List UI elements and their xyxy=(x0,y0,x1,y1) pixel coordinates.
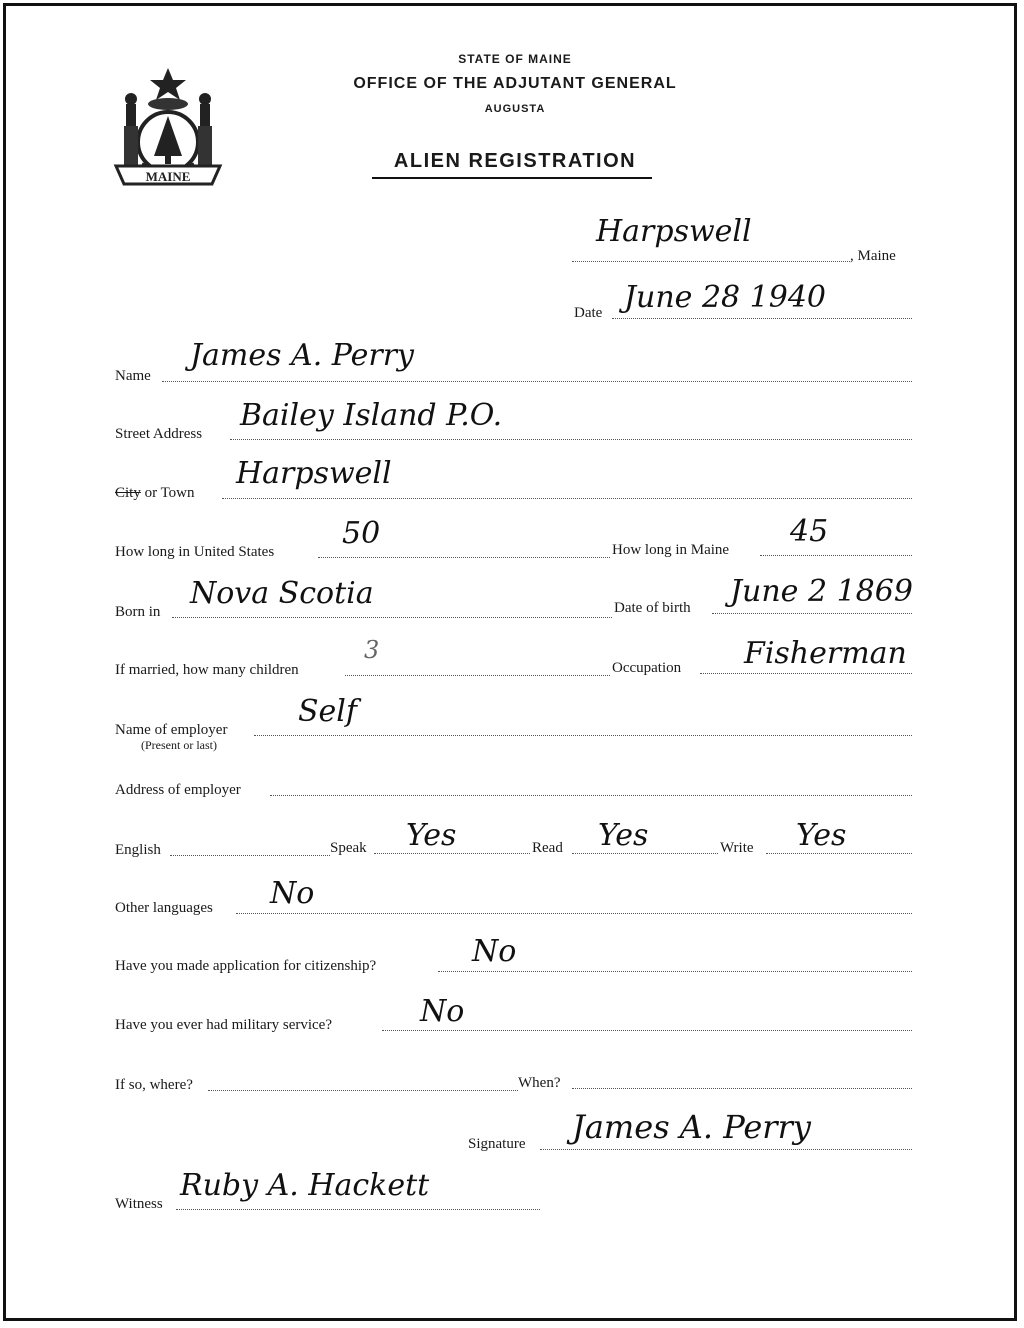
signature-label: Signature xyxy=(468,1136,526,1152)
street-line xyxy=(230,439,912,440)
employer-value: Self xyxy=(298,694,358,729)
occupation-label: Occupation xyxy=(612,660,682,676)
years-maine-value: 45 xyxy=(790,514,829,549)
date-label: Date xyxy=(574,305,603,321)
name-label: Name xyxy=(115,368,151,384)
employer-line xyxy=(254,735,912,736)
employer-label: Name of employer xyxy=(115,722,228,738)
children-label: If married, how many children xyxy=(115,662,299,678)
office-heading: OFFICE OF THE ADJUTANT GENERAL xyxy=(353,75,677,92)
witness-value: Ruby A. Hackett xyxy=(180,1168,430,1203)
read-label: Read xyxy=(532,840,563,856)
years-us-value: 50 xyxy=(342,516,381,551)
born-in-label: Born in xyxy=(115,604,161,620)
maine-label: , Maine xyxy=(850,248,896,264)
date-line xyxy=(612,318,912,319)
when-line xyxy=(572,1088,912,1089)
city-town-label xyxy=(115,485,195,502)
other-languages-line xyxy=(236,913,912,914)
street-label: Street Address xyxy=(115,426,203,442)
title-underline xyxy=(372,177,652,179)
or-town-label: or Town xyxy=(140,485,195,501)
city-heading: AUGUSTA xyxy=(484,103,546,115)
military-value: No xyxy=(420,994,465,1029)
born-in-line xyxy=(172,617,612,618)
years-us-line xyxy=(318,557,610,558)
speak-value: Yes xyxy=(406,818,457,853)
other-languages-label: Other languages xyxy=(115,900,213,916)
read-value: Yes xyxy=(598,818,649,853)
english-label: English xyxy=(115,842,161,858)
city-struck-label: City xyxy=(115,485,141,501)
english-line xyxy=(170,855,330,856)
write-value: Yes xyxy=(796,818,847,853)
speak-line xyxy=(374,853,530,854)
military-label: Have you ever had military service? xyxy=(115,1017,332,1033)
town-value: Harpswell xyxy=(236,456,392,491)
read-line xyxy=(572,853,718,854)
if-so-line xyxy=(208,1090,518,1091)
signature-value: James A. Perry xyxy=(572,1108,811,1146)
born-in-value: Nova Scotia xyxy=(190,576,374,611)
children-value: 3 xyxy=(364,636,380,664)
form-title: ALIEN REGISTRATION xyxy=(393,150,637,172)
name-value: James A. Perry xyxy=(190,338,415,373)
citizenship-label: Have you made application for citizenship? xyxy=(115,958,377,974)
state-heading: STATE OF MAINE xyxy=(458,52,572,66)
town-top-value: Harpswell xyxy=(596,214,752,249)
witness-label: Witness xyxy=(115,1196,163,1212)
speak-label: Speak xyxy=(330,840,367,856)
citizenship-line xyxy=(438,971,912,972)
town-line xyxy=(572,261,850,262)
citizenship-value: No xyxy=(472,934,517,969)
svg-text:MAINE: MAINE xyxy=(145,169,191,184)
town-line-2 xyxy=(222,498,912,499)
years-maine-line xyxy=(760,555,912,556)
if-so-label: If so, where? xyxy=(115,1077,193,1093)
years-us-label: How long in United States xyxy=(115,544,275,560)
date-value: June 28 1940 xyxy=(624,280,827,315)
when-label: When? xyxy=(518,1075,561,1091)
street-value: Bailey Island P.O. xyxy=(240,398,503,433)
employer-address-label: Address of employer xyxy=(115,782,241,798)
occupation-value: Fisherman xyxy=(744,636,907,671)
years-maine-label: How long in Maine xyxy=(612,542,730,558)
other-languages-value: No xyxy=(270,876,315,911)
write-label: Write xyxy=(720,840,754,856)
military-line xyxy=(382,1030,912,1031)
name-line xyxy=(162,381,912,382)
occupation-line xyxy=(700,673,912,674)
children-line xyxy=(345,675,610,676)
employer-address-line xyxy=(270,795,912,796)
state-seal-icon xyxy=(112,64,224,194)
dob-line xyxy=(712,613,912,614)
signature-line xyxy=(540,1149,912,1150)
employer-note: (Present or last) xyxy=(141,738,217,752)
dob-label: Date of birth xyxy=(614,600,691,616)
dob-value: June 2 1869 xyxy=(730,574,913,609)
write-line xyxy=(766,853,912,854)
witness-line xyxy=(176,1209,540,1210)
